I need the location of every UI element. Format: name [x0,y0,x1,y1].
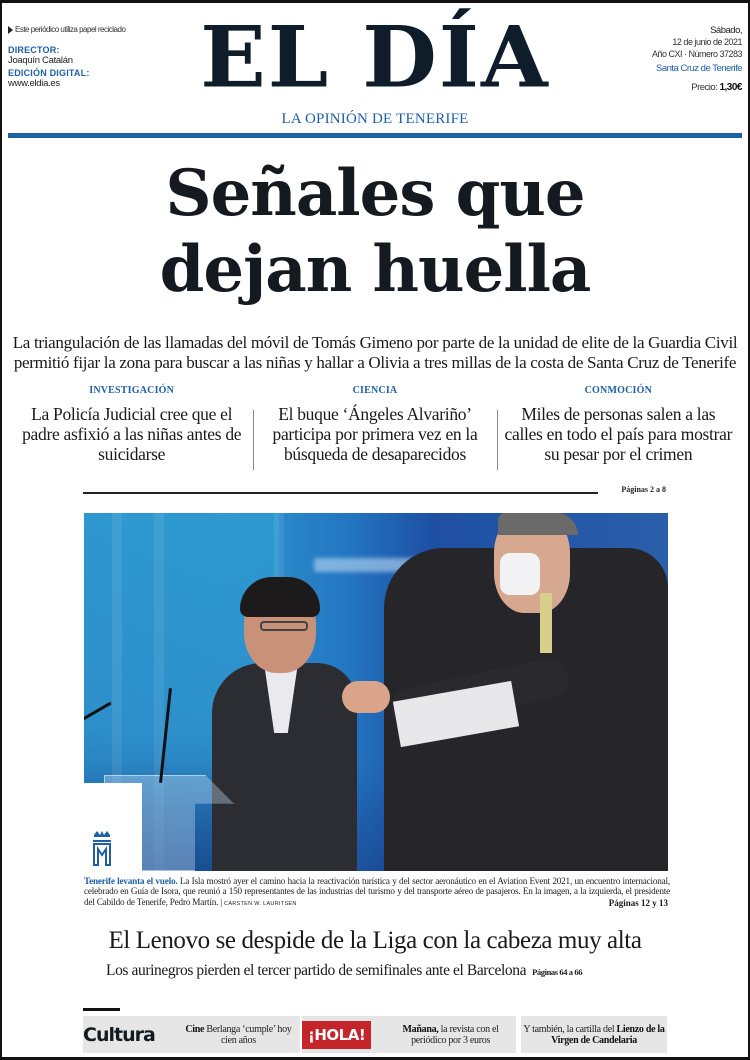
lead-deck-line-2: permitió fijar la zona para buscar a las niñas y hallar a Olivia a tres millas de la costa de Santa Cruz de Tenerife [13,353,737,372]
lead-headline[interactable] [0,156,750,308]
lead-subcolumns [10,385,740,464]
lead-deck [10,333,740,373]
photo-caption [84,876,670,909]
subcolumn-title: El buque ‘Ángeles Alvariño’ participa por primera vez en la búsqueda de desaparecidos [272,404,478,464]
subcolumn-title: La Policía Judicial cree que el padre asfixió a las niñas antes de suicidarse [22,404,242,464]
issue-number: Año CXI · Número 37283 [651,49,742,59]
subcolumn-investigacion[interactable] [10,385,253,464]
promo-lienzo[interactable] [521,1016,667,1053]
sports-subhead [106,962,582,980]
photo-person-left-hair [240,577,320,617]
promo-cultura-text [177,1024,300,1046]
column-divider [497,410,498,470]
issue-price [652,82,742,93]
price-value: 1,30€ [719,82,742,93]
director-name: Joaquín Catalán [8,55,73,66]
promo-text-body: Berlanga ‘cumple’ hoy cien años [204,1023,292,1046]
lead-headline-line-1: Señales que [165,156,585,231]
subcolumn-ciencia[interactable] [253,385,496,464]
promo-lienzo-text [521,1024,667,1046]
photo-logo-box [84,783,142,871]
caption-lead: Tenerife levanta el vuelo. [84,876,178,886]
sports-subhead-text: Los aurinegros pierden el tercer partido de semifinales ante el Barcelona [106,962,527,979]
lead-deck-line-1: La triangulación de las llamadas del móvil de Tomás Gimeno por parte de la unidad de elite de la Guardia Civil [12,333,738,352]
lead-pages-ref: Páginas 2 a 8 [621,485,666,494]
photo-handshake [342,681,390,713]
cabildo-tenerife-crest-icon [88,829,116,869]
sports-headline[interactable]: El Lenovo se despide de la Liga con la cabeza muy alta [108,927,642,954]
lead-photo[interactable] [84,513,668,871]
subcolumn-kicker: INVESTIGACIÓN [89,385,175,396]
newspaper-logo: EL DÍA [200,8,550,107]
promo-accent-rule [83,1008,120,1011]
masthead-divider [8,133,742,138]
photo-pages-ref: Páginas 12 y 13 [608,898,668,908]
promo-hola-text [385,1024,516,1046]
photo-person-right-tie [540,593,552,653]
promo-text-bold: Lienzo de la Virgen de Candelaria [551,1023,665,1046]
price-label: Precio: [691,82,718,93]
promo-text-body: Y también, la cartilla del [523,1023,617,1035]
photo-person-right-hair [498,513,578,535]
issue-city: Santa Cruz de Tenerife [656,63,742,74]
sports-pages-ref: Páginas 64 a 66 [532,967,583,977]
lead-headline-line-2: dejan huella [159,232,591,307]
recycle-note-text: Este periódico utiliza papel reciclado [15,25,126,34]
photo-person-right-mask [500,553,540,595]
photo-person-left-glasses [260,621,308,631]
photo-credit: CARSTEN W. LAURITSEN [224,900,297,907]
issue-day: Sábado, [710,25,742,36]
subcolumn-title: Miles de personas salen a las calles en todo el país para mostrar su pesar por el crimen [504,404,733,464]
column-divider [253,410,254,470]
promo-text-bold: Mañana, [402,1023,439,1035]
subcolumn-conmocion[interactable] [497,385,740,464]
issue-date: 12 de junio de 2021 [672,37,742,47]
promo-hola[interactable] [302,1016,516,1053]
masthead-right [652,25,742,93]
promo-cultura-label: Cultura [83,1023,155,1046]
newspaper-tagline: LA OPINIÓN DE TENERIFE [281,111,469,127]
subcolumn-kicker: CIENCIA [352,385,398,396]
promo-text-bold: Cine [185,1023,205,1035]
digital-edition-url[interactable]: www.eldia.es [8,78,60,89]
caption-body: La Isla mostró ayer el camino hacia la reactivación turística y del sector aeronáutico en el Aviation Event 2021, un encuentro internacional, celebrado en Guía de Isora, que reunió a 150 representantes de las industrias del turismo y del transporte aéreo de pasajeros. En la imagen, a la izquierda, el presidente del Cabildo de Tenerife, Pedro Martín. | [84,876,670,907]
subcolumn-kicker: CONMOCIÓN [584,385,652,396]
lead-bottom-rule [83,492,598,494]
digital-edition-label: EDICIÓN DIGITAL: [8,68,90,78]
hola-magazine-logo: ¡HOLA! [302,1021,371,1049]
promo-cultura[interactable] [83,1016,300,1053]
director-label: DIRECTOR: [8,45,60,55]
promo-text-body: la revista con el periódico por 3 euros [411,1023,499,1046]
